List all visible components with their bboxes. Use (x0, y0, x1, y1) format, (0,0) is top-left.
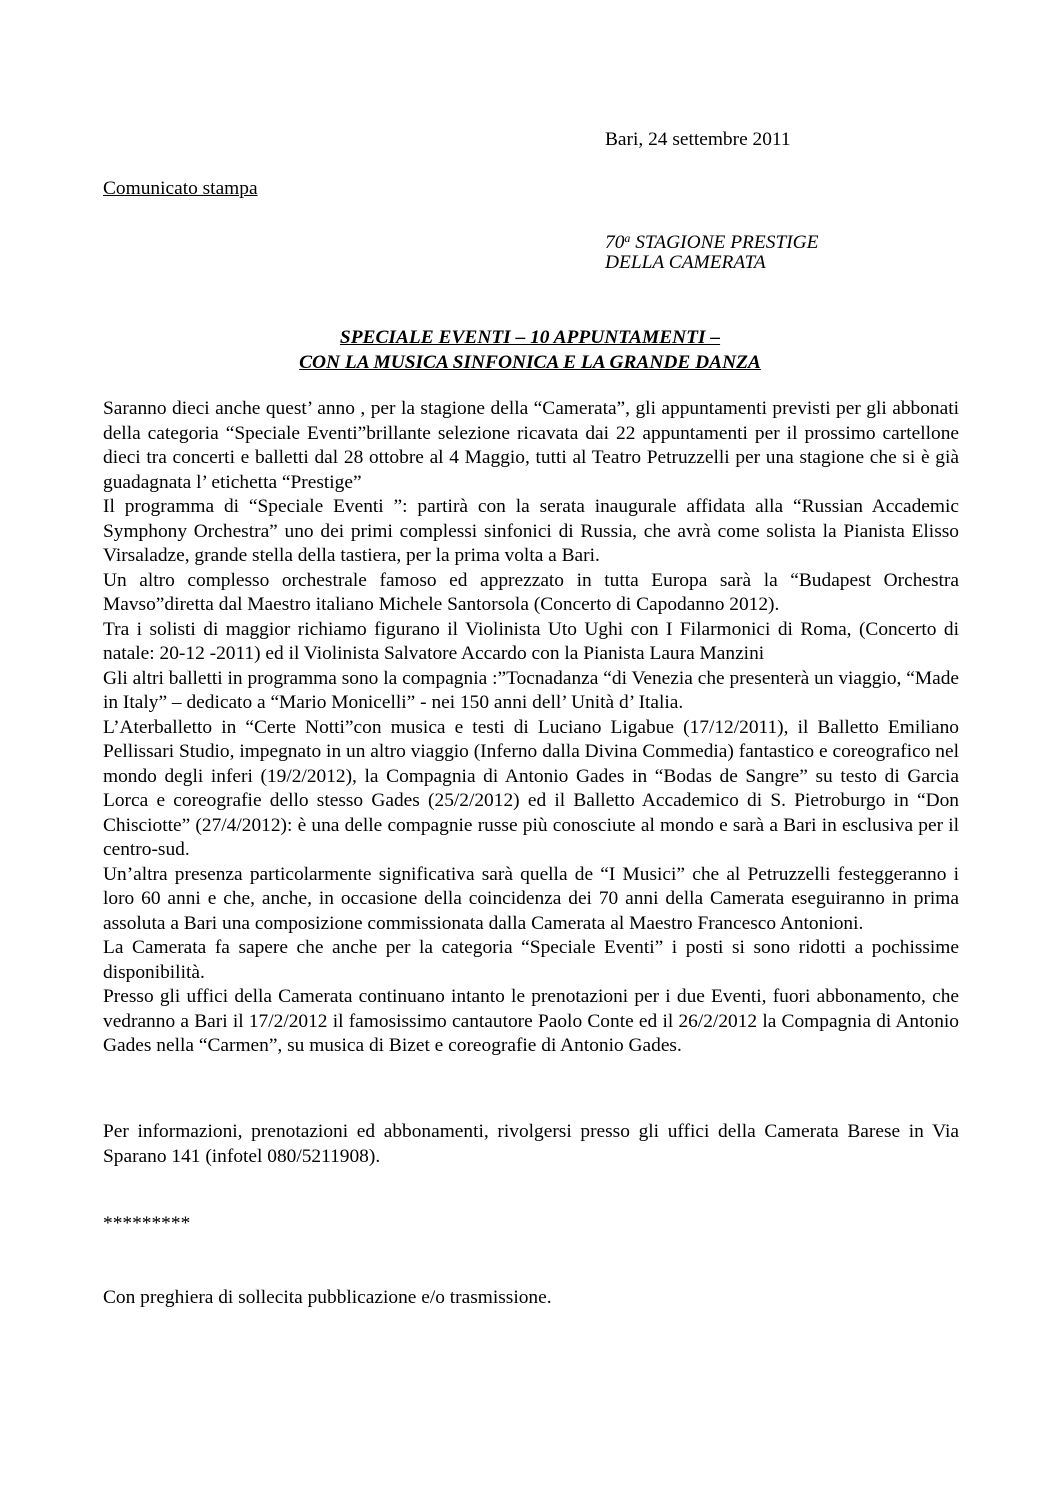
season-number: 70 (605, 232, 625, 253)
document-type: Comunicato stampa (103, 178, 258, 199)
body-paragraph: Un altro complesso orchestrale famoso ed apprezzato in tutta Europa sarà la “Budapest Orchestra Mavso”diretta dal Maestro italiano Michele Santorsola (Concerto di Capodanno 2012). (103, 569, 959, 615)
date-line: Bari, 24 settembre 2011 (605, 129, 791, 150)
body-paragraph: Gli altri balletti in programma sono la compagnia :”Tocnadanza “di Venezia che presenterà un viaggio, “Made in Italy” – dedicato a “Mario Monicelli” - nei 150 anni dell’ Unità d’ Italia. (103, 667, 959, 713)
separator-asterisks: ********* (103, 1213, 191, 1234)
title-line-2: CON LA MUSICA SINFONICA E LA GRANDE DANZA (299, 351, 761, 373)
closing-line: Con preghiera di sollecita pubblicazione e/o trasmissione. (103, 1287, 552, 1308)
season-ordinal-suffix: a (624, 231, 631, 245)
body-paragraph: Il programma di “Speciale Eventi ”: partirà con la serata inaugurale affidata alla “Russian Accademic Symphony Orchestra” uno dei primi complessi sinfonici di Russia, che avrà come solista la Pianista Elisso Virsaladze, grande stella della tastiera, per la prima volta a Bari. (103, 496, 959, 566)
press-release-title (230, 326, 830, 375)
contact-info-paragraph: Per informazioni, prenotazioni ed abbonamenti, rivolgersi presso gli uffici della Camerata Barese in Via Sparano 141 (infotel 080/5211908). (103, 1121, 959, 1167)
body-text (103, 397, 959, 1059)
body-paragraph: Saranno dieci anche quest’ anno , per la stagione della “Camerata”, gli appuntamenti previsti per gli abbonati della categoria “Speciale Eventi”brillante selezione ricavata dai 22 appuntamenti per il prossimo cartellone dieci tra concerti e balletti dal 28 ottobre al 4 Maggio, tutti al Teatro Petruzzelli per una stagione che si è già guadagnata l’ etichetta “Prestige” (103, 398, 959, 493)
body-paragraph: Un’altra presenza particolarmente significativa sarà quella de “I Musici” che al Petruzzelli festeggeranno i loro 60 anni e che, anche, in occasione della coincidenza dei 70 anni della Camerata eseguiranno in prima assoluta a Bari una composizione commissionata dalla Camerata al Maestro Francesco Antonioni. (103, 863, 959, 934)
body-paragraph: Tra i solisti di maggior richiamo figurano il Violinista Uto Ughi con I Filarmonici di Roma, (Concerto di natale: 20-12 -2011) ed il Violinista Salvatore Accardo con la Pianista Laura Manzini (103, 618, 959, 664)
title-line-1: SPECIALE EVENTI – 10 APPUNTAMENTI – (339, 327, 721, 348)
body-paragraph: L’Aterballetto in “Certe Notti”con musica e testi di Luciano Ligabue (17/12/2011), il Balletto Emiliano Pellissari Studio, impegnato in un altro viaggio (Inferno dalla Divina Commedia) fantastico e coreografico nel mondo degli inferi (19/2/2012), la Compagnia di Antonio Gades in “Bodas de Sangre” su testo di Garcia Lorca e coreografie dello stesso Gades (25/2/2012) ed il Balletto Accademico di S. Pietroburgo in “Don Chisciotte” (27/4/2012): è una delle compagnie russe più conosciute al mondo e sarà a Bari in esclusiva per il centro-sud. (103, 716, 959, 860)
body-paragraph: La Camerata fa sapere che anche per la categoria “Speciale Eventi” i posti si sono ridotti a pochissime disponibilità. (103, 937, 959, 983)
body-paragraph: Presso gli uffici della Camerata continuano intanto le prenotazioni per i due Eventi, fuori abbonamento, che vedranno a Bari il 17/2/2012 il famosissimo cantautore Paolo Conte ed il 26/2/2012 la Compagnia di Antonio Gades nella “Carmen”, su musica di Bizet e coreografie di Antonio Gades. (103, 986, 959, 1056)
season-heading-rest: STAGIONE PRESTIGE (630, 232, 819, 253)
season-heading-line2: DELLA CAMERATA (605, 252, 766, 273)
